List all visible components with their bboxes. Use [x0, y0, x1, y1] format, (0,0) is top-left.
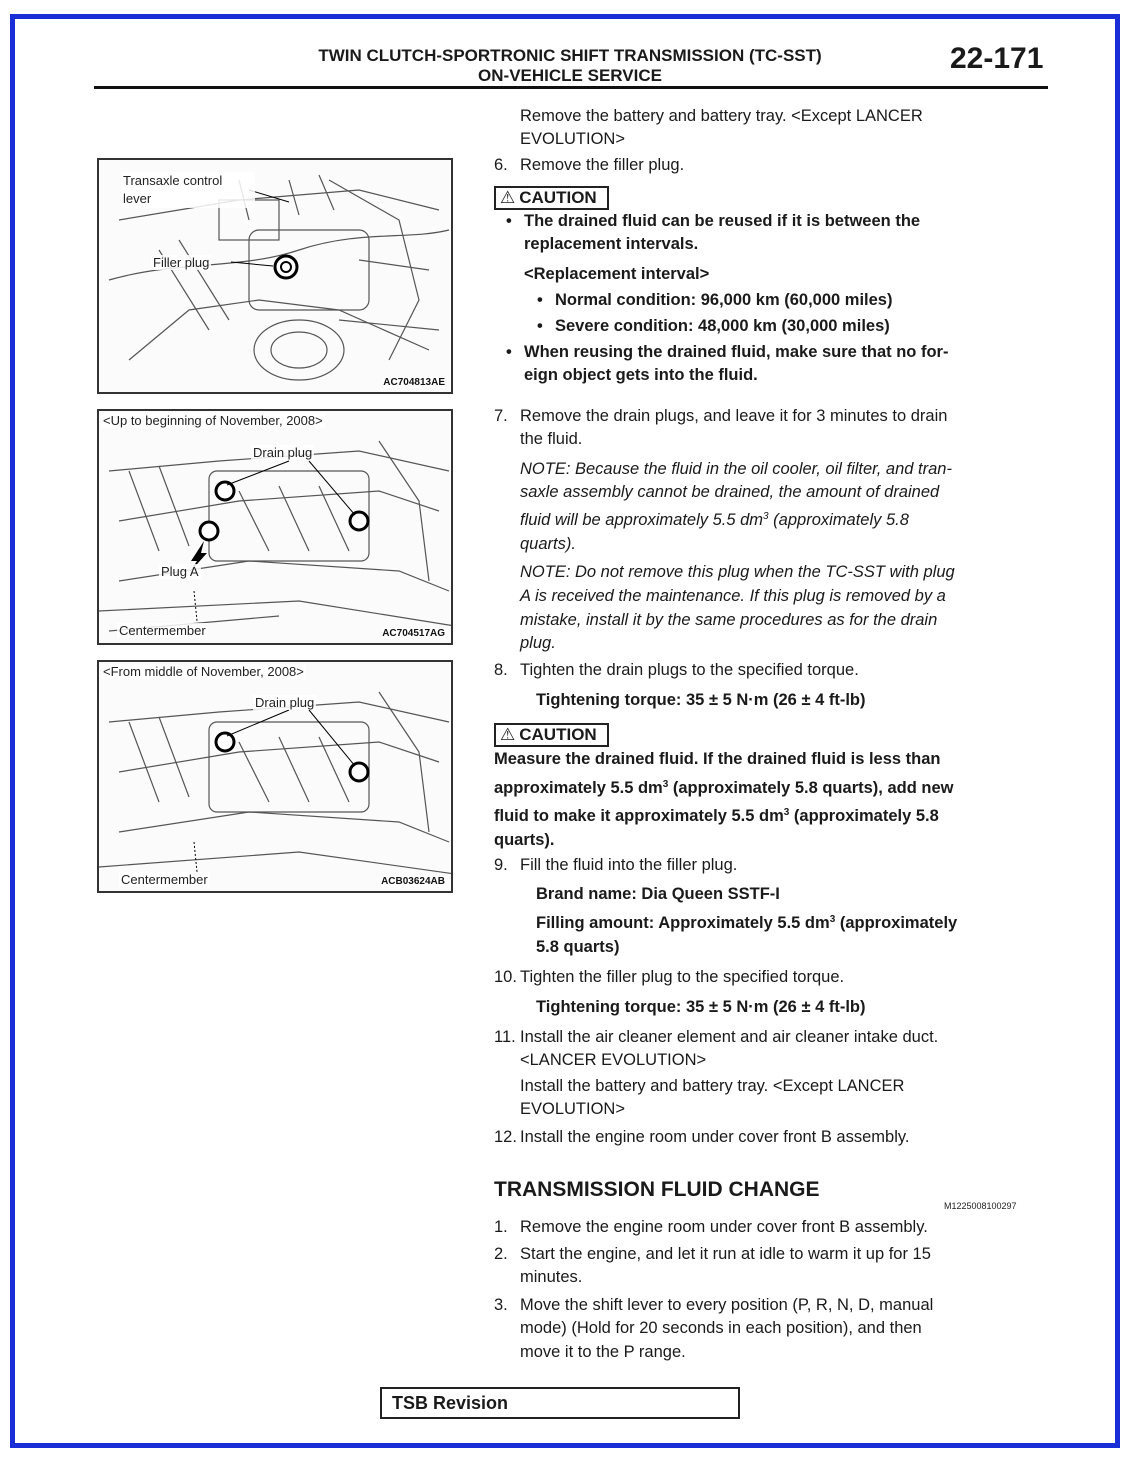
section-step-2-line2: minutes. [520, 1268, 583, 1286]
figure-caption: <Up to beginning of November, 2008> [103, 413, 323, 428]
filling-amount-line1 [536, 912, 957, 935]
brand-name: Brand name: Dia Queen SSTF-I [536, 885, 780, 903]
label-drain-plug: Drain plug [253, 445, 313, 460]
step-7-line2: the fluid. [520, 430, 583, 448]
step-number: 8. [494, 661, 508, 679]
label-transaxle-control-lever: Transaxle control lever [121, 172, 255, 208]
warning-triangle-icon: ⚠ [500, 188, 516, 207]
page-number: 22-171 [950, 42, 1044, 75]
caution-item-1-line2: replacement intervals. [524, 235, 699, 253]
tsb-revision-box: TSB Revision [380, 1387, 740, 1419]
caution-label: CAUTION [519, 725, 597, 744]
caution-measure-line2a: approximately 5.5 dm [494, 779, 663, 797]
note-2-line3: mistake, install it by the same procedures as for the drain [520, 611, 938, 629]
step-text: Move the shift lever to every position (P, R, N, D, manual [520, 1296, 934, 1314]
note-2-line1: NOTE: Do not remove this plug when the TC-SST with plug [520, 563, 955, 581]
step-number: 3. [494, 1296, 508, 1314]
section-title: TRANSMISSION FLUID CHANGE [494, 1178, 820, 1201]
caution-box [494, 723, 609, 747]
caution-item-1-line1: • The drained fluid can be reused if it is between the [524, 210, 920, 233]
note-1-line2: saxle assembly cannot be drained, the amount of drained [520, 483, 940, 501]
label-plug-a: Plug A [161, 564, 199, 579]
header-rule [94, 86, 1048, 89]
note-1-line3b: (approximately 5.8 [768, 511, 909, 529]
intro-line1: Remove the battery and battery tray. <Except LANCER [520, 107, 923, 125]
header-title-line1: TWIN CLUTCH-SPORTRONIC SHIFT TRANSMISSION (TC-SST) [318, 46, 822, 65]
step-number: 7. [494, 407, 508, 425]
caution-item-2-line1: • When reusing the drained fluid, make sure that no for- [524, 341, 948, 364]
label-centermember: Centermember [119, 623, 206, 638]
step-number: 9. [494, 856, 508, 874]
step-text: Tighten the drain plugs to the specified torque. [520, 661, 859, 679]
filling-amount-line2: 5.8 quarts) [536, 938, 620, 956]
superscript: 3 [763, 511, 769, 522]
figure-code: AC704517AG [382, 628, 445, 639]
caution-measure-line4: quarts). [494, 831, 555, 849]
step-text: Install the air cleaner element and air cleaner intake duct. [520, 1028, 939, 1046]
step-number: 12. [494, 1128, 517, 1146]
label-drain-plug: Drain plug [255, 695, 315, 710]
caution-measure-line3b: (approximately 5.8 [789, 807, 939, 825]
note-1-line1: NOTE: Because the fluid in the oil cooler, oil filter, and tran- [520, 460, 952, 478]
step-number: 6. [494, 156, 508, 174]
note-1-line3 [520, 509, 909, 532]
note-2-line2: A is received the maintenance. If this plug is removed by a [520, 587, 946, 605]
section-step-3-line2: mode) (Hold for 20 seconds in each position), and then [520, 1319, 922, 1337]
caution-label: CAUTION [519, 188, 597, 207]
caution-measure-line2b: (approximately 5.8 quarts), add new [668, 779, 954, 797]
intro-line2: EVOLUTION> [520, 130, 625, 148]
interval-normal: • Normal condition: 96,000 km (60,000 miles) [555, 289, 892, 312]
superscript: 3 [829, 914, 836, 925]
step-number: 2. [494, 1245, 508, 1263]
caution-measure-line3a: fluid to make it approximately 5.5 dm [494, 807, 784, 825]
figure-drain-plug-early [97, 409, 453, 645]
caution-measure-line2 [494, 777, 953, 800]
label-centermember: Centermember [121, 872, 208, 887]
warning-triangle-icon: ⚠ [500, 725, 516, 744]
page-header-title [260, 46, 880, 86]
header-title-line2: ON-VEHICLE SERVICE [478, 66, 662, 85]
step-number: 10. [494, 968, 517, 986]
step-number: 1. [494, 1218, 508, 1236]
step-text: Fill the fluid into the filler plug. [520, 856, 738, 874]
caution-item-2-line2: eign object gets into the fluid. [524, 366, 758, 384]
superscript: 3 [783, 807, 790, 818]
label-filler-plug: Filler plug [153, 255, 210, 270]
interval-severe: • Severe condition: 48,000 km (30,000 miles) [555, 315, 890, 338]
section-code: M1225008100297 [944, 1201, 1017, 1211]
figure-code: ACB03624AB [381, 876, 445, 887]
torque-spec-2: Tightening torque: 35 ± 5 N·m (26 ± 4 ft-lb) [536, 998, 866, 1016]
caution-measure-line3 [494, 805, 939, 828]
step-11-line4: EVOLUTION> [520, 1100, 625, 1118]
step-text: Start the engine, and let it run at idle to warm it up for 15 [520, 1245, 931, 1263]
step-11-line2: <LANCER EVOLUTION> [520, 1051, 707, 1069]
filling-amount-line1a: Filling amount: Approximately 5.5 dm [536, 914, 830, 932]
note-2-line4: plug. [520, 634, 556, 652]
note-1-line3a: fluid will be approximately 5.5 dm [520, 511, 764, 529]
figure-drain-plug-late [97, 660, 453, 893]
caution-measure-line1: Measure the drained fluid. If the drained fluid is less than [494, 750, 941, 768]
step-text: Remove the engine room under cover front B assembly. [520, 1218, 928, 1236]
step-text: Tighten the filler plug to the specified torque. [520, 968, 845, 986]
figure-caption: <From middle of November, 2008> [103, 664, 304, 679]
step-number: 11. [494, 1028, 516, 1046]
figure-filler-plug [97, 158, 453, 394]
step-11-line3: Install the battery and battery tray. <Except LANCER [520, 1077, 905, 1095]
filling-amount-line1b: (approximately [835, 914, 958, 932]
step-text: Remove the drain plugs, and leave it for 3 minutes to drain [520, 407, 948, 425]
figure-code: AC704813AE [383, 377, 445, 388]
note-1-line4: quarts). [520, 535, 576, 553]
torque-spec-1: Tightening torque: 35 ± 5 N·m (26 ± 4 ft-lb) [536, 691, 866, 709]
section-step-3-line3: move it to the P range. [520, 1343, 686, 1361]
step-text: Install the engine room under cover front B assembly. [520, 1128, 910, 1146]
interval-heading: <Replacement interval> [524, 265, 710, 283]
step-text: Remove the filler plug. [520, 156, 685, 174]
caution-box [494, 186, 609, 210]
superscript: 3 [662, 779, 669, 790]
